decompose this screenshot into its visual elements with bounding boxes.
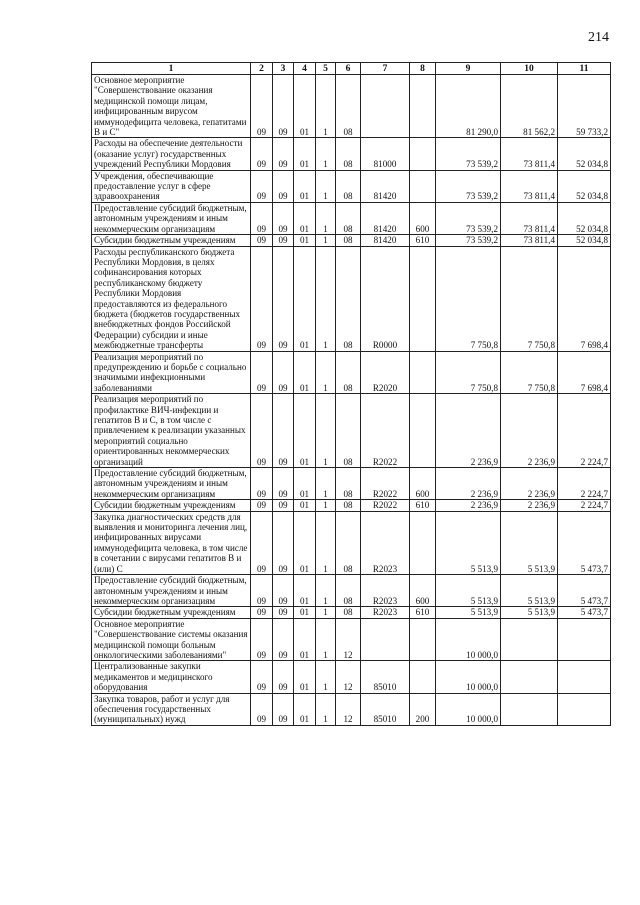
col-3: 09 — [273, 693, 294, 725]
amount-col-10: 5 513,9 — [501, 511, 558, 574]
col-3: 09 — [273, 500, 294, 511]
col-6: 08 — [336, 170, 361, 202]
amount-col-11: 2 224,7 — [558, 500, 611, 511]
amount-col-10: 73 811,4 — [501, 170, 558, 202]
header-cell: 11 — [558, 63, 611, 75]
row-name: Расходы на обеспечение деятельности (оказание услуг) государственных учреждений Республики Мордовия — [92, 138, 251, 170]
col-8 — [410, 618, 436, 661]
col-4: 01 — [294, 511, 316, 574]
col-7: R2020 — [361, 351, 410, 394]
col-7: R0000 — [361, 246, 410, 351]
col-7 — [361, 75, 410, 138]
row-name: Реализация мероприятий по предупреждению и борьбе с социально значимыми инфекционными заболеваниями — [92, 351, 251, 394]
col-2: 09 — [251, 693, 273, 725]
col-8: 610 — [410, 500, 436, 511]
amount-col-10: 5 513,9 — [501, 607, 558, 618]
table-row — [92, 511, 611, 574]
col-2: 09 — [251, 235, 273, 246]
row-name: Субсидии бюджетным учреждениям — [92, 607, 251, 618]
col-3: 09 — [273, 511, 294, 574]
col-4: 01 — [294, 351, 316, 394]
col-8: 600 — [410, 575, 436, 607]
amount-col-11: 52 034,8 — [558, 202, 611, 234]
col-6: 12 — [336, 618, 361, 661]
amount-col-11: 2 224,7 — [558, 468, 611, 500]
amount-col-10: 2 236,9 — [501, 394, 558, 468]
header-cell: 2 — [251, 63, 273, 75]
col-2: 09 — [251, 618, 273, 661]
col-8: 610 — [410, 235, 436, 246]
row-name: Предоставление субсидий бюджетным, автономным учреждениям и иным некоммерческим организациям — [92, 575, 251, 607]
col-5: 1 — [316, 235, 336, 246]
row-name: Предоставление субсидий бюджетным, автономным учреждениям и иным некоммерческим организациям — [92, 202, 251, 234]
amount-col-11 — [558, 693, 611, 725]
header-cell: 6 — [336, 63, 361, 75]
amount-col-11: 59 733,2 — [558, 75, 611, 138]
col-2: 09 — [251, 661, 273, 693]
col-5: 1 — [316, 75, 336, 138]
col-6: 12 — [336, 693, 361, 725]
amount-col-9: 5 513,9 — [436, 575, 501, 607]
table-row — [92, 75, 611, 138]
col-7: 81420 — [361, 235, 410, 246]
col-8: 200 — [410, 693, 436, 725]
amount-col-9: 81 290,0 — [436, 75, 501, 138]
col-7: R2022 — [361, 394, 410, 468]
amount-col-11: 5 473,7 — [558, 607, 611, 618]
col-5: 1 — [316, 575, 336, 607]
col-5: 1 — [316, 511, 336, 574]
amount-col-11: 5 473,7 — [558, 575, 611, 607]
col-4: 01 — [294, 246, 316, 351]
col-4: 01 — [294, 75, 316, 138]
amount-col-11: 5 473,7 — [558, 511, 611, 574]
header-cell: 3 — [273, 63, 294, 75]
col-6: 12 — [336, 661, 361, 693]
col-7: 85010 — [361, 661, 410, 693]
col-2: 09 — [251, 246, 273, 351]
col-5: 1 — [316, 607, 336, 618]
table-row — [92, 693, 611, 725]
row-name: Закупка диагностических средств для выявления и мониторинга лечения лиц, инфицированных вирусами иммунодефицита человека, в том числе в сочетании с вирусами гепатитов В и (или) С — [92, 511, 251, 574]
row-name: Реализация мероприятий по профилактике ВИЧ-инфекции и гепатитов В и С, в том числе с привлечением к реализации указанных мероприятий социально ориентированных некоммерческих организаций — [92, 394, 251, 468]
col-5: 1 — [316, 468, 336, 500]
header-cell: 8 — [410, 63, 436, 75]
col-8 — [410, 75, 436, 138]
row-name: Субсидии бюджетным учреждениям — [92, 235, 251, 246]
col-4: 01 — [294, 607, 316, 618]
amount-col-9: 73 539,2 — [436, 170, 501, 202]
amount-col-9: 5 513,9 — [436, 511, 501, 574]
amount-col-9: 7 750,8 — [436, 351, 501, 394]
col-4: 01 — [294, 693, 316, 725]
amount-col-11 — [558, 661, 611, 693]
amount-col-10 — [501, 618, 558, 661]
table-row — [92, 235, 611, 246]
col-8: 610 — [410, 607, 436, 618]
table-row — [92, 607, 611, 618]
header-cell: 10 — [501, 63, 558, 75]
amount-col-9: 2 236,9 — [436, 468, 501, 500]
row-name: Субсидии бюджетным учреждениям — [92, 500, 251, 511]
col-6: 08 — [336, 394, 361, 468]
header-cell: 9 — [436, 63, 501, 75]
col-4: 01 — [294, 235, 316, 246]
col-4: 01 — [294, 394, 316, 468]
col-7: R2022 — [361, 468, 410, 500]
col-5: 1 — [316, 138, 336, 170]
col-6: 08 — [336, 607, 361, 618]
table-row — [92, 351, 611, 394]
col-7: 81420 — [361, 170, 410, 202]
col-4: 01 — [294, 500, 316, 511]
amount-col-9: 10 000,0 — [436, 661, 501, 693]
col-2: 09 — [251, 75, 273, 138]
table-row — [92, 202, 611, 234]
amount-col-10: 73 811,4 — [501, 202, 558, 234]
col-7: 81420 — [361, 202, 410, 234]
col-8 — [410, 170, 436, 202]
budget-table — [91, 62, 611, 726]
amount-col-9: 7 750,8 — [436, 246, 501, 351]
header-cell: 7 — [361, 63, 410, 75]
col-7: R2023 — [361, 607, 410, 618]
amount-col-11: 7 698,4 — [558, 351, 611, 394]
table-row — [92, 138, 611, 170]
amount-col-10: 7 750,8 — [501, 351, 558, 394]
amount-col-11 — [558, 618, 611, 661]
row-name: Основное мероприятие "Совершенствование оказания медицинской помощи лицам, инфицированным вирусом иммунодефицита человека, гепатитами В и С" — [92, 75, 251, 138]
amount-col-11: 52 034,8 — [558, 235, 611, 246]
col-4: 01 — [294, 661, 316, 693]
table-row — [92, 468, 611, 500]
col-8: 600 — [410, 202, 436, 234]
col-6: 08 — [336, 575, 361, 607]
col-6: 08 — [336, 75, 361, 138]
col-6: 08 — [336, 202, 361, 234]
col-4: 01 — [294, 138, 316, 170]
col-3: 09 — [273, 138, 294, 170]
col-2: 09 — [251, 511, 273, 574]
col-7: 85010 — [361, 693, 410, 725]
col-8 — [410, 138, 436, 170]
amount-col-11: 52 034,8 — [558, 170, 611, 202]
col-5: 1 — [316, 661, 336, 693]
row-name: Закупка товаров, работ и услуг для обеспечения государственных (муниципальных) нужд — [92, 693, 251, 725]
amount-col-10: 5 513,9 — [501, 575, 558, 607]
col-3: 09 — [273, 351, 294, 394]
amount-col-10 — [501, 693, 558, 725]
header-cell: 5 — [316, 63, 336, 75]
header-row — [92, 63, 611, 75]
col-3: 09 — [273, 394, 294, 468]
amount-col-11: 52 034,8 — [558, 138, 611, 170]
col-2: 09 — [251, 202, 273, 234]
col-8 — [410, 661, 436, 693]
col-3: 09 — [273, 618, 294, 661]
amount-col-9: 2 236,9 — [436, 394, 501, 468]
col-2: 09 — [251, 351, 273, 394]
col-2: 09 — [251, 468, 273, 500]
amount-col-9: 73 539,2 — [436, 202, 501, 234]
row-name: Централизованные закупки медикаментов и медицинского оборудования — [92, 661, 251, 693]
col-3: 09 — [273, 468, 294, 500]
col-8 — [410, 394, 436, 468]
col-2: 09 — [251, 138, 273, 170]
col-5: 1 — [316, 618, 336, 661]
col-3: 09 — [273, 202, 294, 234]
col-7: R2023 — [361, 511, 410, 574]
col-4: 01 — [294, 202, 316, 234]
amount-col-10: 73 811,4 — [501, 235, 558, 246]
col-5: 1 — [316, 693, 336, 725]
amount-col-9: 10 000,0 — [436, 618, 501, 661]
col-8: 600 — [410, 468, 436, 500]
col-3: 09 — [273, 75, 294, 138]
table-row — [92, 575, 611, 607]
col-6: 08 — [336, 235, 361, 246]
col-6: 08 — [336, 138, 361, 170]
col-3: 09 — [273, 661, 294, 693]
amount-col-9: 73 539,2 — [436, 235, 501, 246]
col-7: R2023 — [361, 575, 410, 607]
table-row — [92, 394, 611, 468]
amount-col-10: 73 811,4 — [501, 138, 558, 170]
col-6: 08 — [336, 500, 361, 511]
amount-col-11: 2 224,7 — [558, 394, 611, 468]
col-7: R2022 — [361, 500, 410, 511]
col-6: 08 — [336, 246, 361, 351]
header-cell: 1 — [92, 63, 251, 75]
col-2: 09 — [251, 170, 273, 202]
col-3: 09 — [273, 575, 294, 607]
amount-col-11: 7 698,4 — [558, 246, 611, 351]
row-name: Основное мероприятие "Совершенствование системы оказания медицинской помощи больным онкологическими заболеваниями" — [92, 618, 251, 661]
col-2: 09 — [251, 500, 273, 511]
col-2: 09 — [251, 575, 273, 607]
row-name: Расходы республиканского бюджета Республики Мордовия, в целях софинансирования которых республиканскому бюджету Республики Мордовия предоставляются из федерального бюджета (бюджетов государственных внебюджетных фондов Российской Федерации) субсидии и иные межбюджетные трансферты — [92, 246, 251, 351]
page-number: 214 — [588, 30, 609, 45]
amount-col-10: 81 562,2 — [501, 75, 558, 138]
col-6: 08 — [336, 468, 361, 500]
table-row — [92, 500, 611, 511]
col-6: 08 — [336, 351, 361, 394]
col-2: 09 — [251, 394, 273, 468]
col-7 — [361, 618, 410, 661]
col-3: 09 — [273, 235, 294, 246]
col-5: 1 — [316, 202, 336, 234]
row-name: Предоставление субсидий бюджетным, автономным учреждениям и иным некоммерческим организациям — [92, 468, 251, 500]
col-4: 01 — [294, 618, 316, 661]
amount-col-10: 2 236,9 — [501, 468, 558, 500]
table-row — [92, 246, 611, 351]
col-5: 1 — [316, 500, 336, 511]
table-row — [92, 661, 611, 693]
col-5: 1 — [316, 394, 336, 468]
col-7: 81000 — [361, 138, 410, 170]
col-2: 09 — [251, 607, 273, 618]
col-5: 1 — [316, 170, 336, 202]
col-6: 08 — [336, 511, 361, 574]
col-3: 09 — [273, 170, 294, 202]
amount-col-10: 7 750,8 — [501, 246, 558, 351]
col-4: 01 — [294, 170, 316, 202]
table-row — [92, 618, 611, 661]
amount-col-9: 2 236,9 — [436, 500, 501, 511]
amount-col-10 — [501, 661, 558, 693]
col-8 — [410, 351, 436, 394]
col-4: 01 — [294, 575, 316, 607]
row-name: Учреждения, обеспечивающие предоставление услуг в сфере здравоохранения — [92, 170, 251, 202]
header-cell: 4 — [294, 63, 316, 75]
table-row — [92, 170, 611, 202]
col-8 — [410, 246, 436, 351]
col-5: 1 — [316, 246, 336, 351]
col-5: 1 — [316, 351, 336, 394]
amount-col-9: 73 539,2 — [436, 138, 501, 170]
amount-col-10: 2 236,9 — [501, 500, 558, 511]
col-3: 09 — [273, 607, 294, 618]
col-3: 09 — [273, 246, 294, 351]
col-4: 01 — [294, 468, 316, 500]
col-8 — [410, 511, 436, 574]
amount-col-9: 10 000,0 — [436, 693, 501, 725]
amount-col-9: 5 513,9 — [436, 607, 501, 618]
